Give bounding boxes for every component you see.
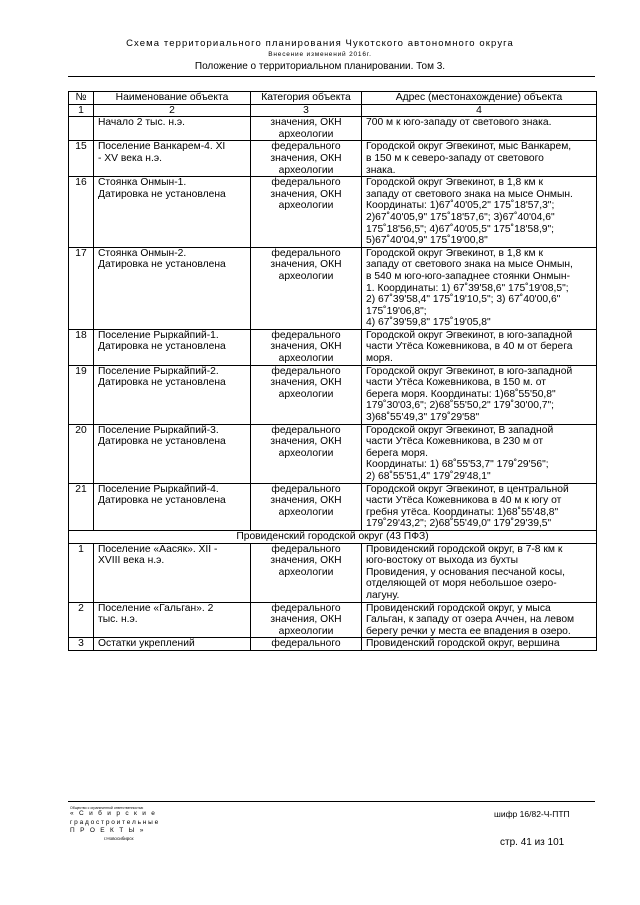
row-object-address: Провиденский городской округ, у мыса Гальган, к западу от озера Аччен, на левом берегу речки у места ее впадения в озеро. bbox=[362, 602, 597, 638]
row-number: 21 bbox=[69, 483, 94, 530]
row-object-address: Провиденский городской округ, вершина bbox=[362, 638, 597, 651]
table-body-egvekinot bbox=[69, 117, 597, 531]
row-object-category: федерального значения, ОКН археологии bbox=[251, 483, 362, 530]
col-header-category: Категория объекта bbox=[251, 92, 362, 105]
row-object-address: Городской округ Эгвекинот, в юго-западной части Утёса Кожевникова, в 40 м от берега моря. bbox=[362, 329, 597, 365]
document-cipher: шифр 16/82-Ч-ПТП bbox=[494, 809, 570, 819]
row-object-category: значения, ОКН археологии bbox=[251, 117, 362, 141]
col-number-3: 3 bbox=[251, 104, 362, 117]
page-number: стр. 41 из 101 bbox=[500, 837, 565, 848]
logo-line-urban: градостроительные bbox=[70, 818, 161, 826]
row-object-category: федерального значения, ОКН археологии bbox=[251, 365, 362, 424]
table-header-row bbox=[69, 92, 597, 105]
document-volume: Положение о территориальном планировании. Том 3. bbox=[194, 61, 446, 72]
row-object-address: Городской округ Эгвекинот, в юго-западной части Утёса Кожевникова, в 150 м. от берега моря. Координаты: 1)68˚55'50,8" 179˚30'03,6"; 2)68˚55'50,2" 179˚30'00,7"; 3)68˚55'49,3" 179˚29'58" bbox=[362, 365, 597, 424]
document-subtitle: Внесение изменений 2016г. bbox=[268, 51, 372, 58]
logo-line-siberian: « С и б и р с к и е bbox=[70, 810, 157, 817]
row-object-name: Стоянка Онмын-2. Датировка не установлена bbox=[94, 247, 251, 329]
row-number: 18 bbox=[69, 329, 94, 365]
row-object-address: Городской округ Эгвекинот, в центральной части Утёса Кожевникова в 40 м к югу от гребня утёса. Координаты: 1)68˚55'48,8" 179˚29'43,2"; 2)68˚55'49,0" 179˚29'39,5" bbox=[362, 483, 597, 530]
table-row bbox=[69, 247, 597, 329]
section-title: Провиденский городской округ (43 ПФЗ) bbox=[69, 530, 597, 543]
row-number: 2 bbox=[69, 602, 94, 638]
row-object-address: Провиденский городской округ, в 7-8 км к юго-востоку от выхода из бухты Провидения, у основания песчаной косы, отделяющей от моря небольшое озеро- лагуну. bbox=[362, 543, 597, 602]
footer-rule bbox=[68, 801, 595, 802]
col-number-1: 1 bbox=[69, 104, 94, 117]
row-object-category: федерального значения, ОКН археологии bbox=[251, 141, 362, 177]
row-number: 19 bbox=[69, 365, 94, 424]
logo-city: г.Новосибирск bbox=[104, 835, 134, 841]
row-object-name: Поселение Рыркайпий-4. Датировка не установлена bbox=[94, 483, 251, 530]
row-object-category: федерального значения, ОКН археологии bbox=[251, 329, 362, 365]
row-number: 16 bbox=[69, 177, 94, 248]
col-number-2: 2 bbox=[94, 104, 251, 117]
row-object-category: федерального значения, ОКН археологии bbox=[251, 543, 362, 602]
row-number: 1 bbox=[69, 543, 94, 602]
col-header-number: № bbox=[69, 92, 94, 105]
row-object-address: Городской округ Эгвекинот, в 1,8 км к западу от светового знака на мысе Онмын. Координаты: 1)67˚40'05,2" 175˚18'57,3"; 2)67˚40'05,9" 175˚18'57,6"; 3)67˚40'04,6" 175˚18'56,5"; 4)67˚40'05,5" 175˚18'58,9"; 5)67˚40'04,9" 175˚19'00,8" bbox=[362, 177, 597, 248]
row-number: 20 bbox=[69, 424, 94, 483]
row-object-address: Городской округ Эгвекинот, в 1,8 км к западу от светового знака на мысе Онмын, в 540 м юго-юго-западнее стоянки Онмын- 1. Координаты: 1) 67˚39'58,6" 175˚19'08,5"; 2) 67˚39'58,4" 175˚19'10,5"; 3) 67˚40'00,6" 175˚19'06,8"; 4) 67˚39'59,8" 175˚19'05,8" bbox=[362, 247, 597, 329]
row-object-category: федерального значения, ОКН археологии bbox=[251, 602, 362, 638]
header-rule bbox=[68, 76, 595, 77]
row-object-name: Поселение «Гальган». 2 тыс. н.э. bbox=[94, 602, 251, 638]
row-number: 3 bbox=[69, 638, 94, 651]
table-row bbox=[69, 543, 597, 602]
row-number: 15 bbox=[69, 141, 94, 177]
table-body-provideniya bbox=[69, 543, 597, 650]
row-object-name: Начало 2 тыс. н.э. bbox=[94, 117, 251, 141]
table-section bbox=[69, 530, 597, 543]
col-header-name: Наименование объекта bbox=[94, 92, 251, 105]
col-header-address: Адрес (местонахождение) объекта bbox=[362, 92, 597, 105]
table-column-numbers-row bbox=[69, 104, 597, 117]
row-object-name: Поселение Рыркайпий-2. Датировка не установлена bbox=[94, 365, 251, 424]
table-row bbox=[69, 424, 597, 483]
logo-org-type: Общество с ограниченной ответственностью bbox=[70, 806, 144, 810]
row-object-category: федерального значения, ОКН археологии bbox=[251, 177, 362, 248]
row-object-name: Поселение Рыркайпий-3. Датировка не установлена bbox=[94, 424, 251, 483]
row-object-address: 700 м к юго-западу от светового знака. bbox=[362, 117, 597, 141]
row-number bbox=[69, 117, 94, 141]
section-row bbox=[69, 530, 597, 543]
document-title: Схема территориального планирования Чукотского автономного округа bbox=[126, 38, 514, 49]
table-row bbox=[69, 177, 597, 248]
row-object-category: федерального значения, ОКН археологии bbox=[251, 247, 362, 329]
table-row bbox=[69, 602, 597, 638]
table-row bbox=[69, 329, 597, 365]
row-object-name: Поселение Ванкарем-4. XI - XV века н.э. bbox=[94, 141, 251, 177]
organization-logo bbox=[70, 806, 170, 842]
row-object-name: Остатки укреплений bbox=[94, 638, 251, 651]
row-object-category: федерального значения, ОКН археологии bbox=[251, 424, 362, 483]
row-object-address: Городской округ Эгвекинот, мыс Ванкарем, в 150 м к северо-западу от светового знака. bbox=[362, 141, 597, 177]
table-row bbox=[69, 117, 597, 141]
col-number-4: 4 bbox=[362, 104, 597, 117]
logo-line-projects: П Р О Е К Т Ы » bbox=[70, 827, 146, 834]
row-object-category: федерального bbox=[251, 638, 362, 651]
table-row bbox=[69, 638, 597, 651]
table-row bbox=[69, 365, 597, 424]
row-object-address: Городской округ Эгвекинот, В западной части Утёса Кожевникова, в 230 м от берега моря. Координаты: 1) 68˚55'53,7" 179˚29'56"; 2) 68˚55'51,4" 179˚29'48,1" bbox=[362, 424, 597, 483]
row-object-name: Поселение Рыркайпий-1. Датировка не установлена bbox=[94, 329, 251, 365]
row-number: 17 bbox=[69, 247, 94, 329]
row-object-name: Поселение «Аасяк». XII - XVIII века н.э. bbox=[94, 543, 251, 602]
table-row bbox=[69, 141, 597, 177]
table-row bbox=[69, 483, 597, 530]
row-object-name: Стоянка Онмын-1. Датировка не установлена bbox=[94, 177, 251, 248]
objects-table bbox=[68, 91, 597, 651]
